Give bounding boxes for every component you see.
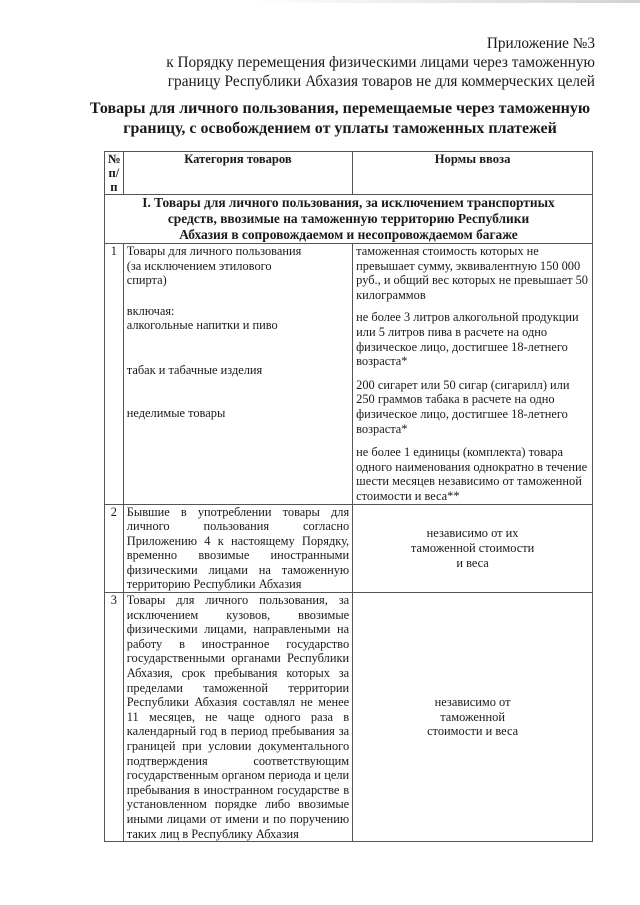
category-cell: Бывшие в употреблении товары для личного пользования согласно Приложению 4 к настоящему Порядку, временно ввозимые иностранными физическими лицами на таможенную территорию Республики Абхазия [123,504,352,593]
scan-edge-shadow [250,0,640,3]
section-line-1: I. Товары для личного пользования, за исключением транспортных [142,195,555,210]
table-header-row [105,152,593,195]
section-line-3: Абхазия в сопровождаемом и несопровождаемом багаже [179,227,518,242]
row-number: 3 [105,593,124,842]
norm-cell [353,504,593,593]
category-item: алкогольные напитки и пиво [126,318,278,333]
annex-line-3: границу Республики Абхазия товаров не для коммерческих целей [167,73,595,90]
category-prefix: включая: [126,303,175,318]
section-heading [105,195,593,244]
norm-item: не более 1 единицы (комплекта) товара одного наименования однократно в течение шести месяцев независимо от таможенной стоимости и веса** [356,445,588,503]
header-number-symbol: № [108,152,121,166]
section-row [105,195,593,244]
table-row [105,244,593,505]
category-item: табак и табачные изделия [126,362,263,377]
header-number-abbr: п/п [108,166,120,194]
annex-reference [166,34,595,91]
category-item: Товары для личного пользования (за исключением этилового спирта) [126,244,302,288]
category-cell: Товары для личного пользования, за исключением кузовов, ввозимые физическими лицами, направлеными на работу в иностранное государство государственными органами Республики Абхазия, срок пребывания которых за пределами таможенной территории Республики Абхазия составлял не менее 11 месяцев, не чаще одного раза в календарный год в период пребывания за границей при условии документального подтверждения соответствующим государственным органом периода и цели пребывания в иностранном государстве в установленном порядке либо ввозимые иными лицами от имени и по поручению таких лиц в Республику Абхазия [123,593,352,842]
annex-line-2: к Порядку перемещения физическими лицами через таможенную [166,54,595,71]
norm-item: 200 сигарет или 50 сигар (сигарилл) или 250 граммов табака в расчете на одно физическое лицо, достигшее 18-летнего возраста* [356,377,570,436]
norm-text: независимо от их таможенной стоимости и веса [410,526,535,570]
title-line-1: Товары для личного пользования, перемещаемые через таможенную [89,100,591,117]
section-line-2: средств, ввозимые на таможенную территорию Республики [167,211,530,226]
row-number: 2 [105,504,124,593]
table-row [105,593,593,842]
annex-number: Приложение №3 [486,35,595,52]
norm-cell [353,244,593,505]
goods-table [104,151,593,842]
norm-cell [353,593,593,842]
category-cell [123,244,352,505]
document-title [60,99,620,139]
norm-item: не более 3 литров алкогольной продукции или 5 литров пива в расчете на одно физическое лицо, достигшее 18-летнего возраста* [356,310,579,369]
norm-text: независимо от таможенной стоимости и веса [427,695,519,739]
category-item: неделимые товары [126,405,226,420]
title-line-2: границу, с освобождением от уплаты таможенных платежей [123,120,557,137]
table-row [105,504,593,593]
header-category: Категория товаров [123,152,352,195]
row-number: 1 [105,244,124,505]
norm-item: таможенная стоимость которых не превышает сумму, эквивалентную 150 000 руб., и общий вес которых не превышает 50 килограммов [356,244,588,302]
header-norms: Нормы ввоза [353,152,593,195]
header-number [105,152,124,195]
